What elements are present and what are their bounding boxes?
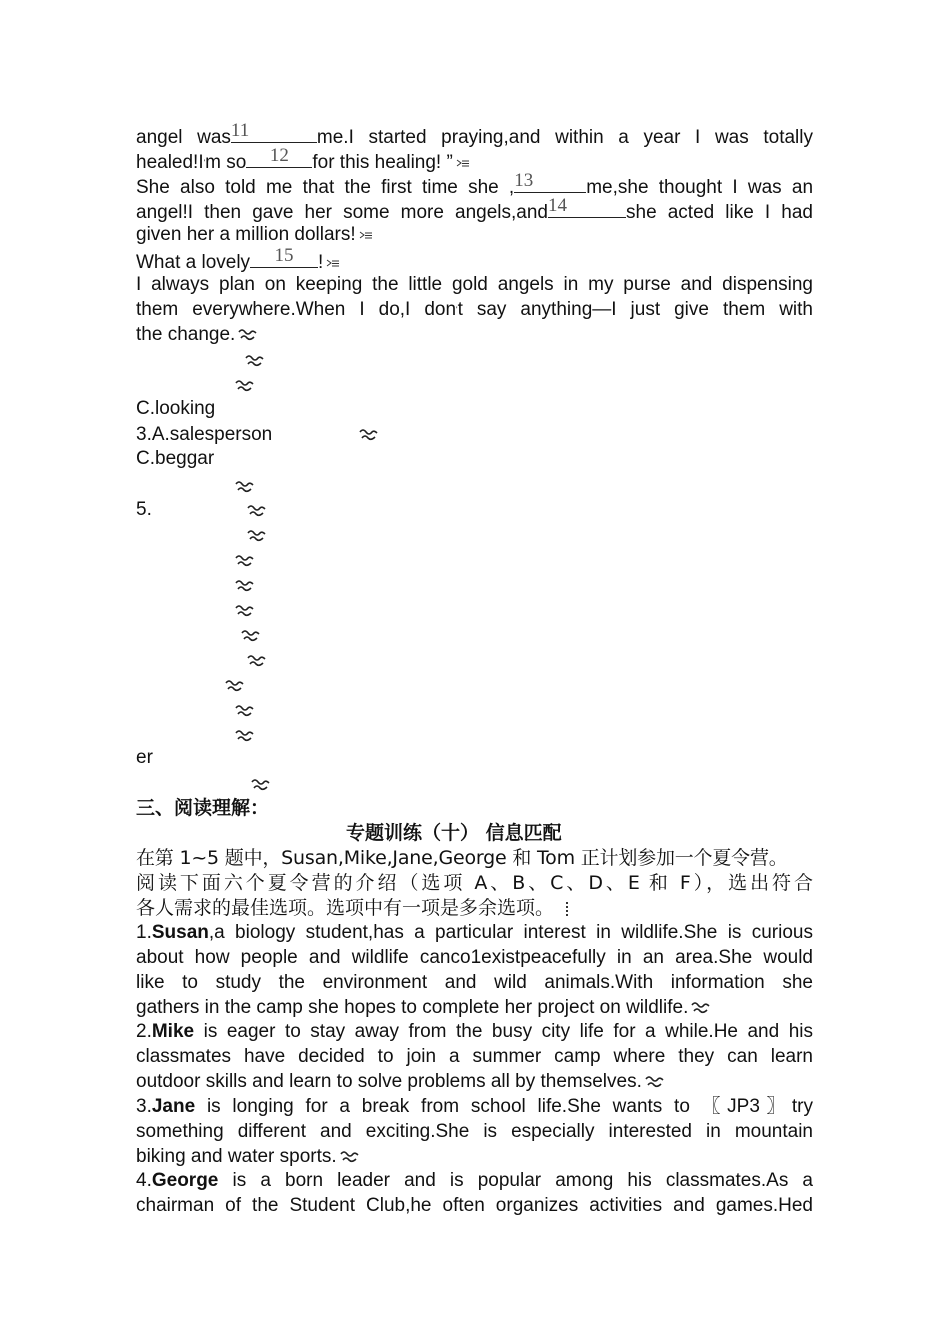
curly-mark-icon [235,579,255,593]
curly-mark-icon [235,729,255,743]
intro-line-2: 阅读下面六个夏令营的介绍（选项 A、B、C、D、E 和 F），选出符合 [136,872,813,894]
blank-12: 12 [246,147,312,168]
curly-mark-icon [359,428,379,442]
item-3-line-2: something different and exciting.She is especially interested in mountain [136,1121,813,1142]
item-3-line-1: 3.Jane is longing for a break from school life.She wants to 〖JP3〗try [136,1096,813,1117]
cursor-mark-icon [566,902,574,916]
fragment-c-looking: C.looking [136,398,216,419]
item-3-line-3: biking and water sports. [136,1144,360,1169]
curly-mark-icon [340,1150,360,1164]
story-line-6: What a lovely 15 ! [136,247,340,272]
curly-mark-icon [247,529,267,543]
page-title: 专题训练（十） 信息匹配 [346,822,562,844]
curly-mark-icon [235,704,255,718]
item-4-line-2: chairman of the Student Club,he often organizes activities and games.Hed [136,1195,813,1216]
item-1-line-3: like to study the environment and wild animals.With information she [136,972,813,993]
curly-mark-icon [225,679,245,693]
story-line-1 [136,122,813,147]
paragraph-mark-icon [326,257,340,269]
blank-11: 11 [231,122,317,143]
paragraph-mark-icon [359,229,373,241]
curly-mark-icon [235,379,255,393]
item-2-line-2: classmates have decided to join a summer camp where they can learn [136,1046,813,1067]
item-2-line-1: 2.Mike is eager to stay away from the busy city life for a while.He and his [136,1021,813,1042]
person-name: George [151,1170,219,1191]
curly-mark-icon [247,504,267,518]
person-name: Susan [151,922,209,943]
fragment-a-salesperson: 3.A.salesperson [136,424,273,445]
curly-mark-icon [235,480,255,494]
blank-15: 15 [250,247,318,268]
curly-mark-icon [251,778,271,792]
text-run: me.I started praying,and within a year I was totally [316,127,813,148]
section-heading: 三、阅读理解： [136,797,270,819]
intro-line-1: 在第 1~5 题中，Susan,Mike,Jane,George 和 Tom 正计划参加一个夏令营。 [136,847,788,869]
curly-mark-icon [235,554,255,568]
curly-mark-icon [238,328,258,342]
fragment-five: 5. [136,499,152,520]
curly-mark-icon [645,1075,665,1089]
story-line-4: angel!I then gave her some more angels,and 14 she acted like I had [136,195,813,223]
story-line-5: given her a million dollars! [136,222,373,247]
item-2-line-3: outdoor skills and learn to solve problems all by themselves. [136,1069,665,1094]
curly-mark-icon [241,629,261,643]
person-name: Jane [151,1096,196,1117]
curly-mark-icon [235,604,255,618]
story-line-9: the change. [136,322,258,347]
intro-line-3: 各人需求的最佳选项。选项中有一项是多余选项。 [136,896,574,921]
story-line-7: I always plan on keeping the little gold angels in my purse and dispensing [136,274,813,295]
person-name: Mike [151,1021,195,1042]
item-4-line-1: 4.George is a born leader and is popular among his classmates.As a [136,1170,813,1191]
story-line-8: them everywhere.When I do,I don't say anything—I just give them with [136,299,813,320]
item-1-line-2: about how people and wildlife canco1existpeacefully in an area.She would [136,947,813,968]
story-line-3: She also told me that the first time she , 13 me,she thought I was an [136,170,814,198]
curly-mark-icon [691,1001,711,1015]
text-run: angel was [136,127,231,148]
curly-mark-icon [247,654,267,668]
item-1-line-4: gathers in the camp she hopes to complete her project on wildlife. [136,995,711,1020]
story-line-2: healed!I'm so 12 for this healing! ” [136,147,470,172]
fragment-c-beggar: C.beggar [136,448,215,469]
curly-mark-icon [245,354,265,368]
paragraph-mark-icon [456,157,470,169]
blank-13: 13 [514,172,586,193]
blank-14: 14 [548,197,626,218]
fragment-er: er [136,747,153,768]
item-1-line-1: 1.Susan,a biology student,has a particular interest in wildlife.She is curious [136,922,813,943]
